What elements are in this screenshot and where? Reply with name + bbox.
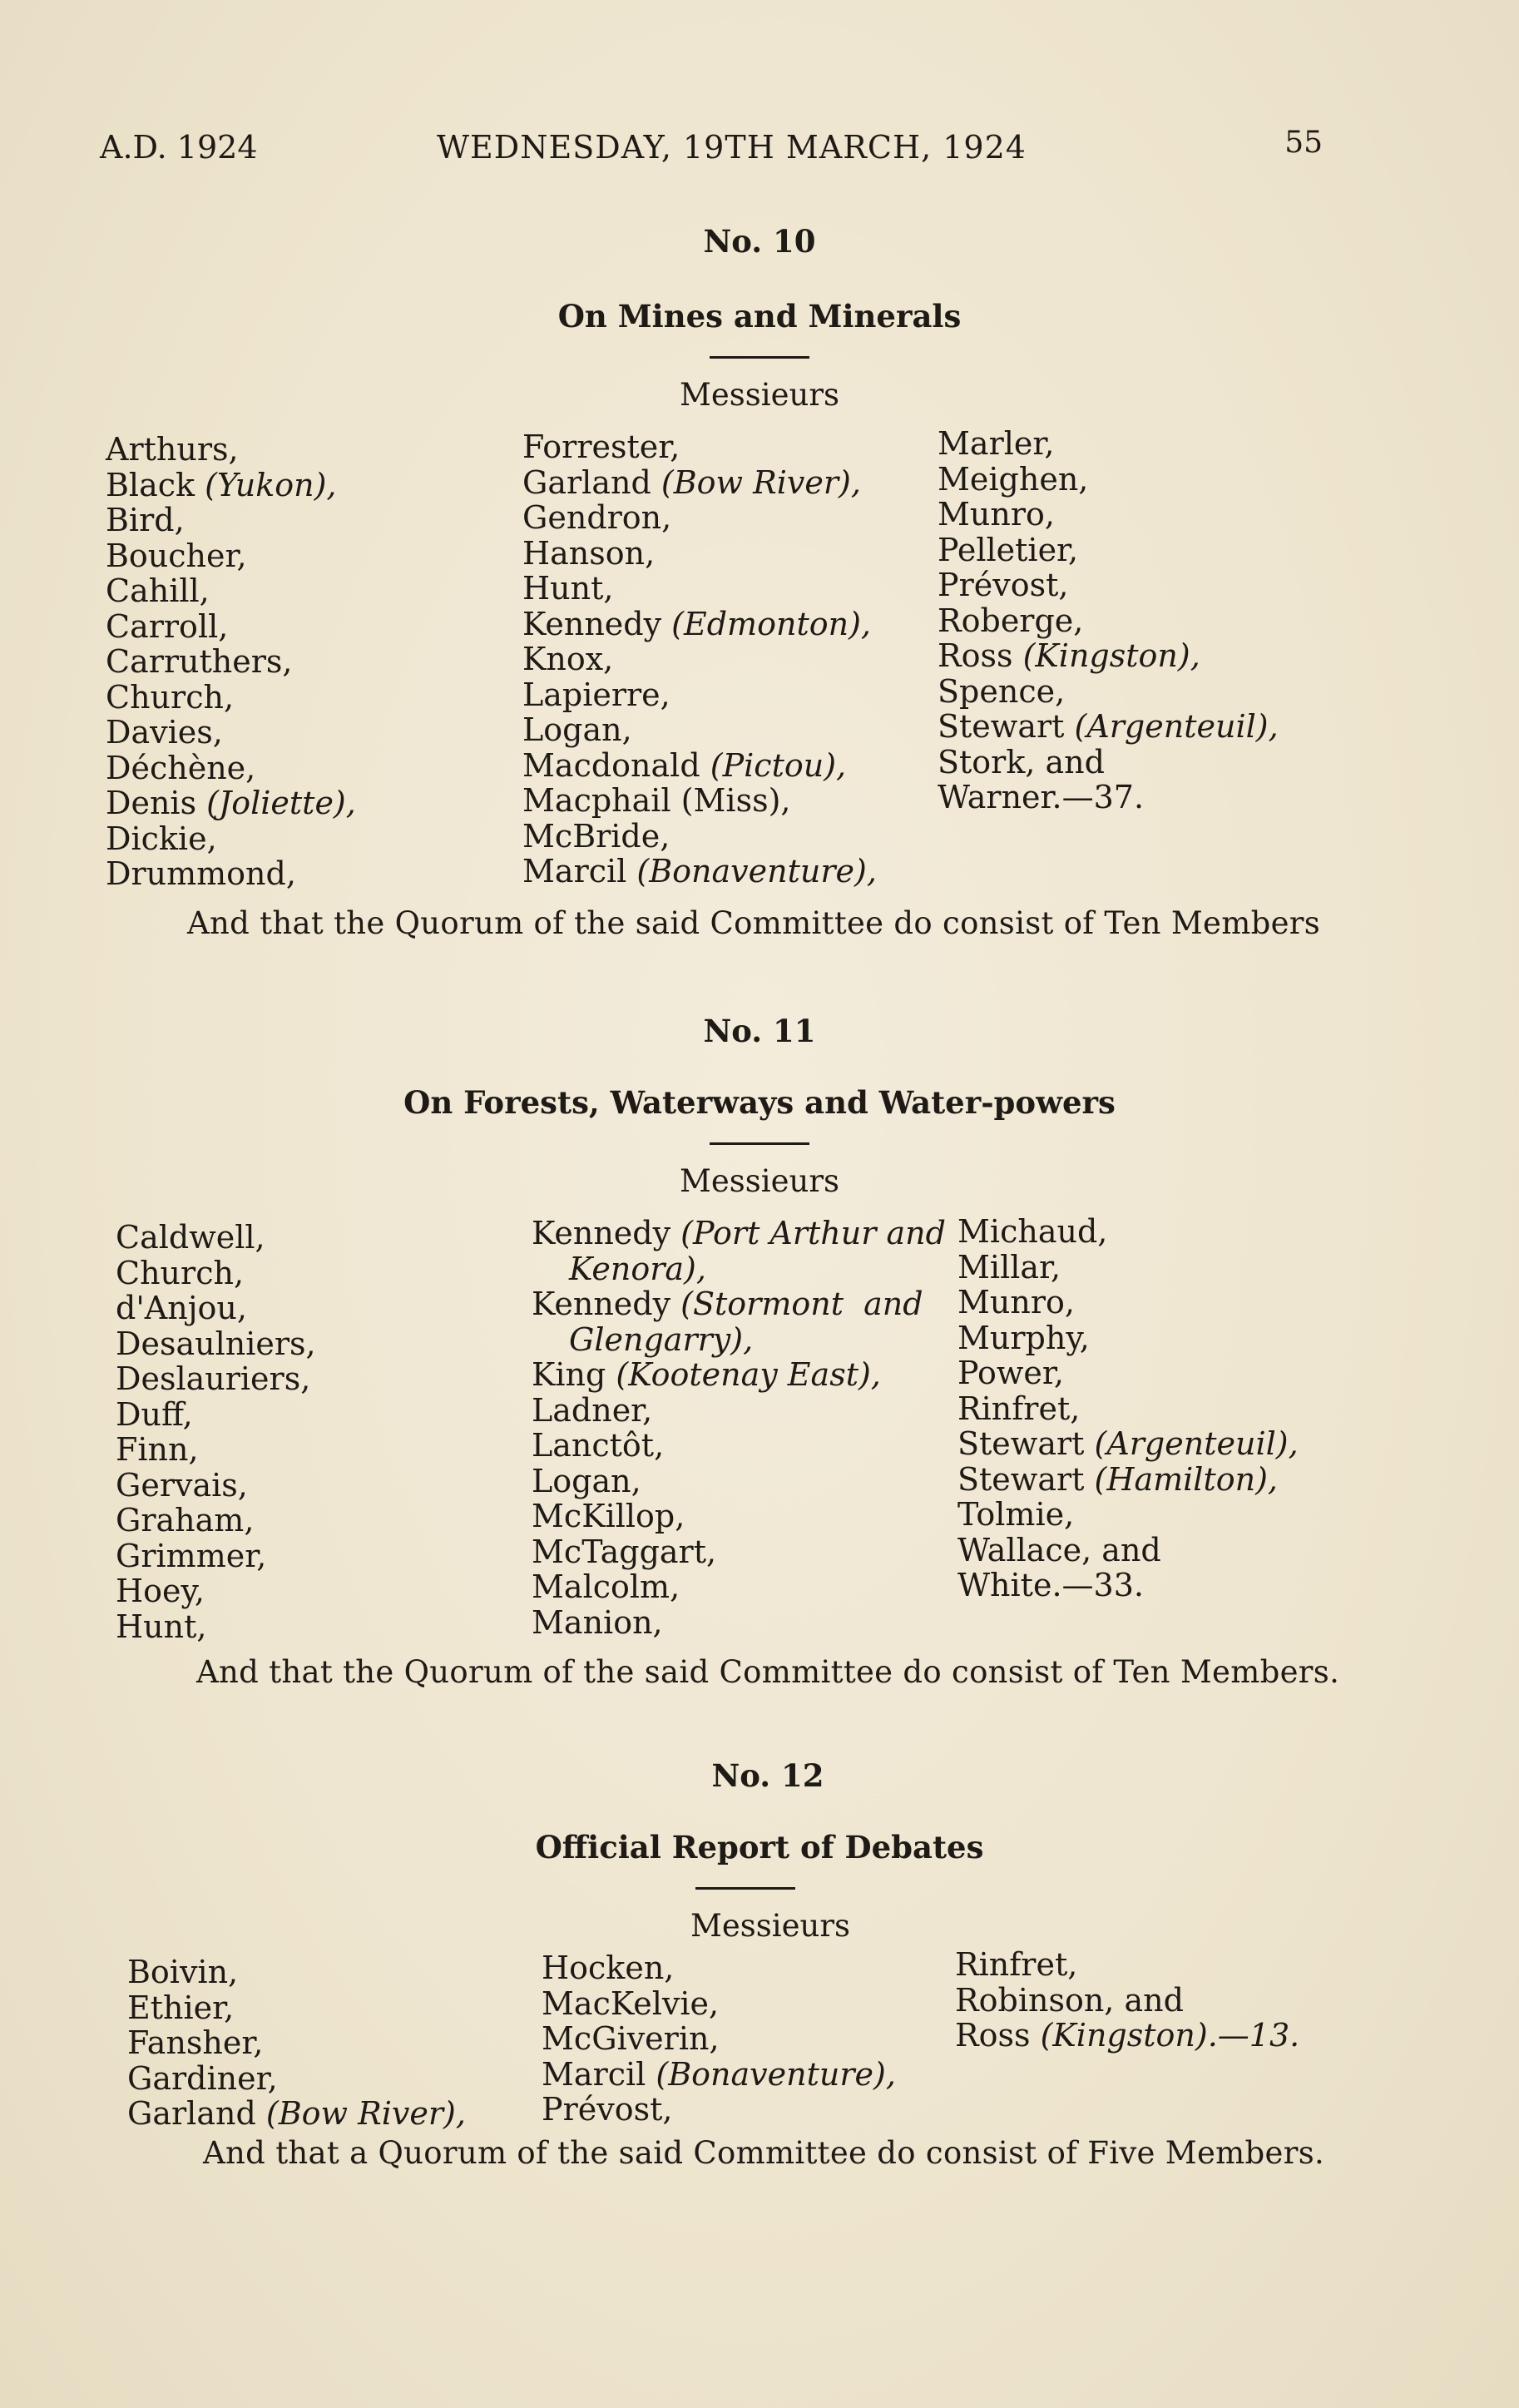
section-number: No. 12 bbox=[711, 1757, 824, 1794]
member-name: Fansher, bbox=[127, 2024, 264, 2061]
member-name: Gendron, bbox=[522, 499, 672, 536]
member-name: Duff, bbox=[116, 1395, 193, 1433]
member-name: Millar, bbox=[957, 1248, 1061, 1286]
member-name: Prévost, bbox=[938, 567, 1069, 603]
member-name: Drummond, bbox=[106, 855, 296, 892]
member-name: Kennedy (Edmonton), bbox=[522, 605, 871, 642]
member-name: Ethier, bbox=[127, 1989, 235, 2026]
member-name: Prévost, bbox=[542, 2091, 673, 2128]
member-name: Stewart (Argenteuil), bbox=[938, 708, 1279, 745]
member-name: Logan, bbox=[532, 1462, 641, 1499]
member-column-1 bbox=[127, 1955, 466, 2132]
member-name: Hocken, bbox=[542, 1950, 675, 1986]
member-name: Marler, bbox=[938, 425, 1055, 462]
member-name: Kennedy (Port Arthur and bbox=[532, 1215, 946, 1251]
member-column-2 bbox=[532, 1216, 946, 1640]
member-name: Macdonald (Pictou), bbox=[522, 746, 847, 784]
member-name: Deslauriers, bbox=[116, 1360, 311, 1397]
member-name: Garland (Bow River), bbox=[522, 463, 861, 501]
title-rule bbox=[695, 1887, 795, 1890]
quorum-text: And that a Quorum of the said Committee do consist of Five Members. bbox=[203, 2135, 1325, 2171]
member-name: Arthurs, bbox=[106, 431, 239, 468]
messieurs-label: Messieurs bbox=[690, 1908, 850, 1944]
header-date: WEDNESDAY, 19TH MARCH, 1924 bbox=[437, 129, 1027, 166]
member-name: Roberge, bbox=[938, 602, 1084, 639]
member-name: Hunt, bbox=[522, 570, 614, 607]
member-name: Carroll, bbox=[106, 607, 229, 645]
member-name: Michaud, bbox=[957, 1213, 1108, 1250]
member-column-3 bbox=[955, 1947, 1299, 2054]
member-name: Macphail (Miss), bbox=[522, 782, 791, 819]
member-name: Hoey, bbox=[116, 1573, 205, 1609]
member-name: Boucher, bbox=[106, 537, 247, 574]
member-name: Stewart (Hamilton), bbox=[957, 1460, 1278, 1498]
member-column-1 bbox=[116, 1220, 316, 1644]
member-name: Manion, bbox=[532, 1603, 663, 1641]
member-name: Caldwell, bbox=[116, 1219, 265, 1256]
member-column-2 bbox=[542, 1950, 896, 2128]
member-name: Robinson, and bbox=[955, 1981, 1184, 2019]
section-title: On Mines and Minerals bbox=[557, 298, 962, 334]
member-name: Marcil (Bonaventure), bbox=[522, 853, 877, 889]
member-name: Ladner, bbox=[532, 1391, 653, 1429]
member-name: Meighen, bbox=[938, 460, 1089, 498]
member-name: Déchène, bbox=[106, 749, 256, 786]
member-name: Church, bbox=[106, 678, 235, 716]
member-name: Boivin, bbox=[127, 1954, 239, 1990]
title-rule bbox=[710, 1142, 809, 1145]
member-name: Malcolm, bbox=[532, 1568, 680, 1605]
member-name: Dickie, bbox=[106, 820, 217, 857]
member-name: Logan, bbox=[522, 711, 632, 748]
member-name: Rinfret, bbox=[957, 1390, 1081, 1427]
member-name: Wallace, and bbox=[957, 1531, 1161, 1568]
member-name: Davies, bbox=[106, 714, 223, 751]
page-header bbox=[100, 126, 1323, 179]
member-name: Power, bbox=[957, 1355, 1064, 1391]
member-column-3 bbox=[938, 426, 1279, 815]
member-name: Garland (Bow River), bbox=[127, 2095, 466, 2132]
section-title: On Forests, Waterways and Water-powers bbox=[403, 1084, 1116, 1121]
member-name: Graham, bbox=[116, 1502, 255, 1538]
title-rule bbox=[710, 356, 809, 359]
member-column-3 bbox=[957, 1214, 1299, 1603]
messieurs-label: Messieurs bbox=[680, 377, 839, 413]
section-no-10 bbox=[0, 223, 1519, 413]
member-name: Carruthers, bbox=[106, 643, 293, 680]
member-name: Warner.—37. bbox=[938, 779, 1145, 815]
member-name: Desaulniers, bbox=[116, 1325, 316, 1362]
member-name: Munro, bbox=[938, 496, 1055, 533]
member-name: MacKelvie, bbox=[542, 1984, 720, 2022]
page-number: 55 bbox=[1284, 126, 1323, 160]
quorum-text: And that the Quorum of the said Committee do consist of Ten Members bbox=[187, 905, 1321, 941]
section-no-12 bbox=[0, 1757, 1519, 1944]
section-number: No. 10 bbox=[703, 223, 816, 260]
member-name: Grimmer, bbox=[116, 1537, 267, 1574]
section-title: Official Report of Debates bbox=[535, 1829, 984, 1865]
member-name: Ross (Kingston), bbox=[938, 637, 1200, 674]
member-name: McGiverin, bbox=[542, 2020, 720, 2057]
member-name: King (Kootenay East), bbox=[532, 1356, 881, 1393]
member-name: Lanctôt, bbox=[532, 1427, 665, 1464]
member-name: Hanson, bbox=[522, 534, 656, 572]
member-name: Black (Yukon), bbox=[106, 466, 337, 503]
member-name: Bird, bbox=[106, 502, 185, 538]
member-name: Pelletier, bbox=[938, 531, 1079, 568]
member-name: Forrester, bbox=[522, 429, 680, 465]
member-name: Knox, bbox=[522, 641, 614, 677]
member-name: Tolmie, bbox=[957, 1496, 1075, 1533]
member-name: Gardiner, bbox=[127, 2059, 278, 2097]
member-name: Denis (Joliette), bbox=[106, 785, 356, 821]
section-no-11 bbox=[0, 1013, 1519, 1199]
messieurs-label: Messieurs bbox=[680, 1163, 839, 1199]
header-year: A.D. 1924 bbox=[100, 129, 258, 166]
member-name: Munro, bbox=[957, 1284, 1075, 1320]
member-name: Glengarry), bbox=[569, 1320, 754, 1358]
member-name: Spence, bbox=[938, 672, 1066, 710]
member-name: Murphy, bbox=[957, 1319, 1090, 1356]
member-name: McTaggart, bbox=[532, 1533, 717, 1570]
member-column-1 bbox=[106, 432, 356, 892]
member-name: Finn, bbox=[116, 1431, 199, 1468]
member-name: McBride, bbox=[522, 817, 670, 855]
member-name: Kenora), bbox=[569, 1250, 706, 1287]
member-name: Gervais, bbox=[116, 1466, 248, 1504]
member-name: Cahill, bbox=[106, 572, 210, 609]
member-name: Marcil (Bonaventure), bbox=[542, 2055, 896, 2093]
quorum-text: And that the Quorum of the said Committee do consist of Ten Members. bbox=[196, 1654, 1340, 1690]
member-name: Hunt, bbox=[116, 1608, 207, 1645]
member-name: Rinfret, bbox=[955, 1946, 1078, 1983]
member-name: Stork, and bbox=[938, 743, 1105, 780]
member-column-2 bbox=[522, 429, 877, 889]
member-name: Lapierre, bbox=[522, 676, 670, 713]
member-name: McKillop, bbox=[532, 1498, 685, 1534]
member-name: White.—33. bbox=[957, 1567, 1144, 1603]
member-name: Church, bbox=[116, 1254, 245, 1291]
member-name: Kennedy (Stormont and bbox=[532, 1286, 923, 1322]
member-name: d'Anjou, bbox=[116, 1290, 247, 1326]
member-name: Stewart (Argenteuil), bbox=[957, 1425, 1299, 1462]
member-name: Ross (Kingston).—13. bbox=[955, 2017, 1300, 2054]
section-number: No. 11 bbox=[703, 1013, 816, 1049]
